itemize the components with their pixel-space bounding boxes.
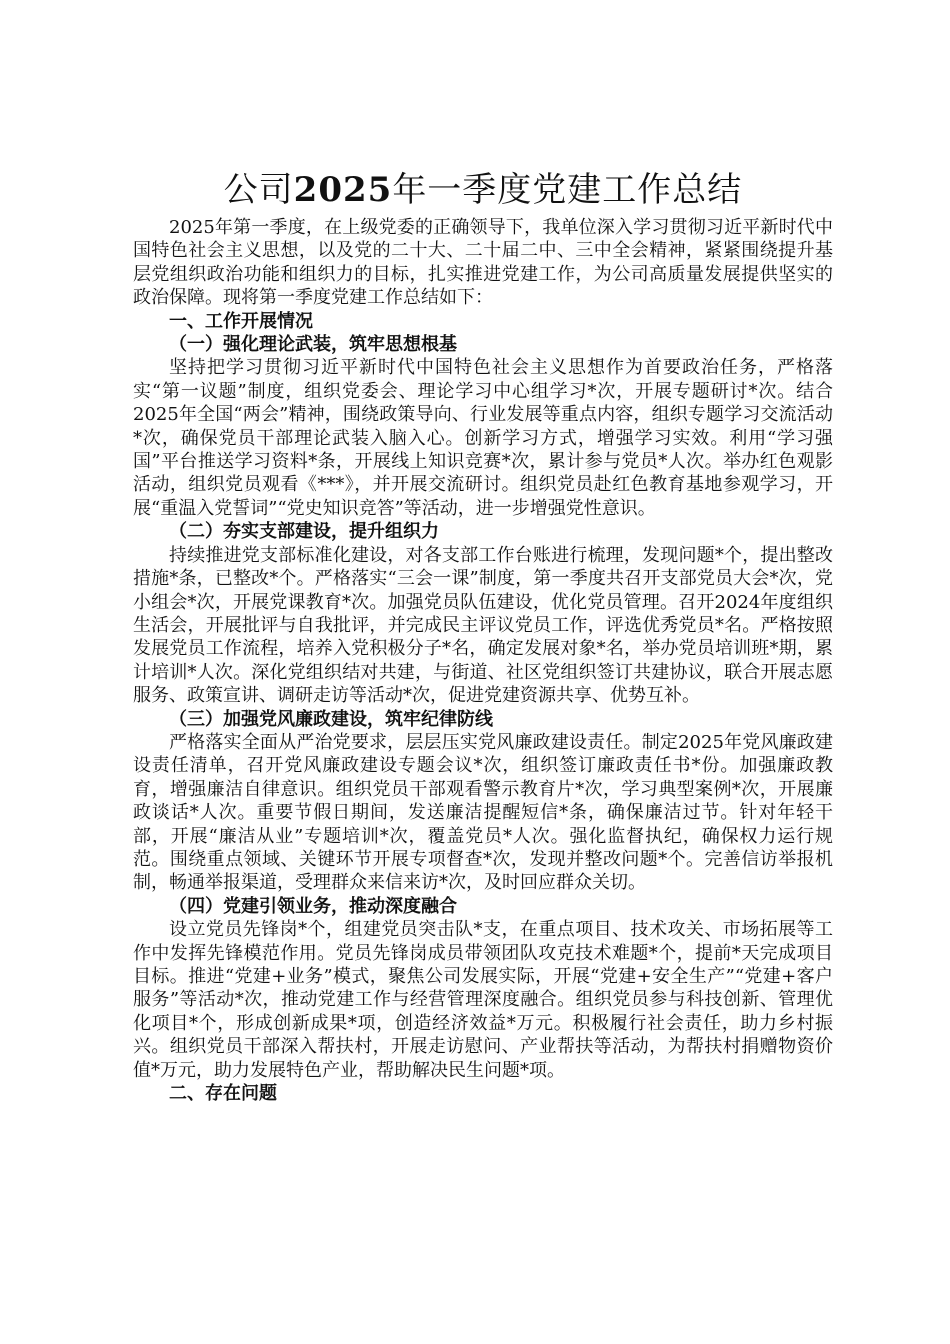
subsection-heading-3: （三）加强党风廉政建设，筑牢纪律防线 — [169, 708, 493, 730]
document-title — [133, 168, 833, 212]
title-suffix: 年一季度党建工作总结 — [392, 170, 743, 210]
subsection-body-2: 持续推进党支部标准化建设，对各支部工作台账进行梳理，发现问题*个，提出整改措施*条，已整改*个。严格落实“三会一课”制度，第一季度共召开支部党员大会*次，党小组会*次，开展党课教育*次。加强党员队伍建设，优化党员管理。召开2024年度组织生活会，开展批评与自我批评，并完成民主评议党员工作，评选优秀党员*名。严格按照发展党员工作流程，培养入党积极分子*名，确定发展对象*名，举办党员培训班*期，累计培训*人次。深化党组织结对共建，与街道、社区党组织签订共建协议，联合开展志愿服务、政策宣讲、调研走访等活动*次，促进党建资源共享、优势互补。 — [133, 544, 833, 707]
subsection-body-4: 设立党员先锋岗*个，组建党员突击队*支，在重点项目、技术攻关、市场拓展等工作中发挥先锋模范作用。党员先锋岗成员带领团队攻克技术难题*个，提前*天完成项目目标。推进“党建+业务”模式，聚焦公司发展实际，开展“党建+安全生产”“党建+客户服务”等活动*次，推动党建工作与经营管理深度融合。组织党员参与科技创新、管理优化项目*个，形成创新成果*项，创造经济效益*万元。积极履行社会责任，助力乡村振兴。组织党员干部深入帮扶村，开展走访慰问、产业帮扶等活动，为帮扶村捐赠物资价值*万元，助力发展特色产业，帮助解决民生问题*项。 — [133, 919, 833, 1081]
title-year: 2025 — [293, 170, 393, 210]
subsection-heading-4: （四）党建引领业务，推动深度融合 — [169, 895, 457, 917]
section-heading-2: 二、存在问题 — [169, 1083, 277, 1105]
subsection-heading-2: （二）夯实支部建设，提升组织力 — [169, 521, 439, 543]
subsection-heading-1: （一）强化理论武装，筑牢思想根基 — [169, 334, 457, 356]
section-heading-1: 一、工作开展情况 — [169, 310, 313, 332]
intro-paragraph: 2025年第一季度，在上级党委的正确领导下，我单位深入学习贯彻习近平新时代中国特色社会主义思想，以及党的二十大、二十届二中、三中全会精神，紧紧围绕提升基层党组织政治功能和组织力的目标，扎实推进党建工作，为公司高质量发展提供坚实的政治保障。现将第一季度党建工作总结如下： — [133, 217, 833, 309]
title-prefix: 公司 — [223, 170, 294, 210]
subsection-body-1: 坚持把学习贯彻习近平新时代中国特色社会主义思想作为首要政治任务，严格落实“第一议题”制度，组织党委会、理论学习中心组学习*次，开展专题研讨*次。结合2025年全国“两会”精神，围绕政策导向、行业发展等重点内容，组织专题学习交流活动*次，确保党员干部理论武装入脑入心。创新学习方式，增强学习实效。利用“学习强国”平台推送学习资料*条，开展线上知识竞赛*次，累计参与党员*人次。举办红色观影活动，组织党员观看《***》，并开展交流研讨。组织党员赴红色教育基地参观学习，开展“重温入党誓词”“党史知识竞答”等活动，进一步增强党性意识。 — [133, 357, 833, 519]
document-page — [133, 168, 833, 1105]
subsection-body-3: 严格落实全面从严治党要求，层层压实党风廉政建设责任。制定2025年党风廉政建设责任清单，召开党风廉政建设专题会议*次，组织签订廉政责任书*份。加强廉政教育，增强廉洁自律意识。组织党员干部观看警示教育片*次，学习典型案例*次，开展廉政谈话*人次。重要节假日期间，发送廉洁提醒短信*条，确保廉洁过节。针对年轻干部，开展“廉洁从业”专题培训*次，覆盖党员*人次。强化监督执纪，确保权力运行规范。围绕重点领域、关键环节开展专项督查*次，发现并整改问题*个。完善信访举报机制，畅通举报渠道，受理群众来信来访*次，及时回应群众关切。 — [133, 731, 833, 894]
